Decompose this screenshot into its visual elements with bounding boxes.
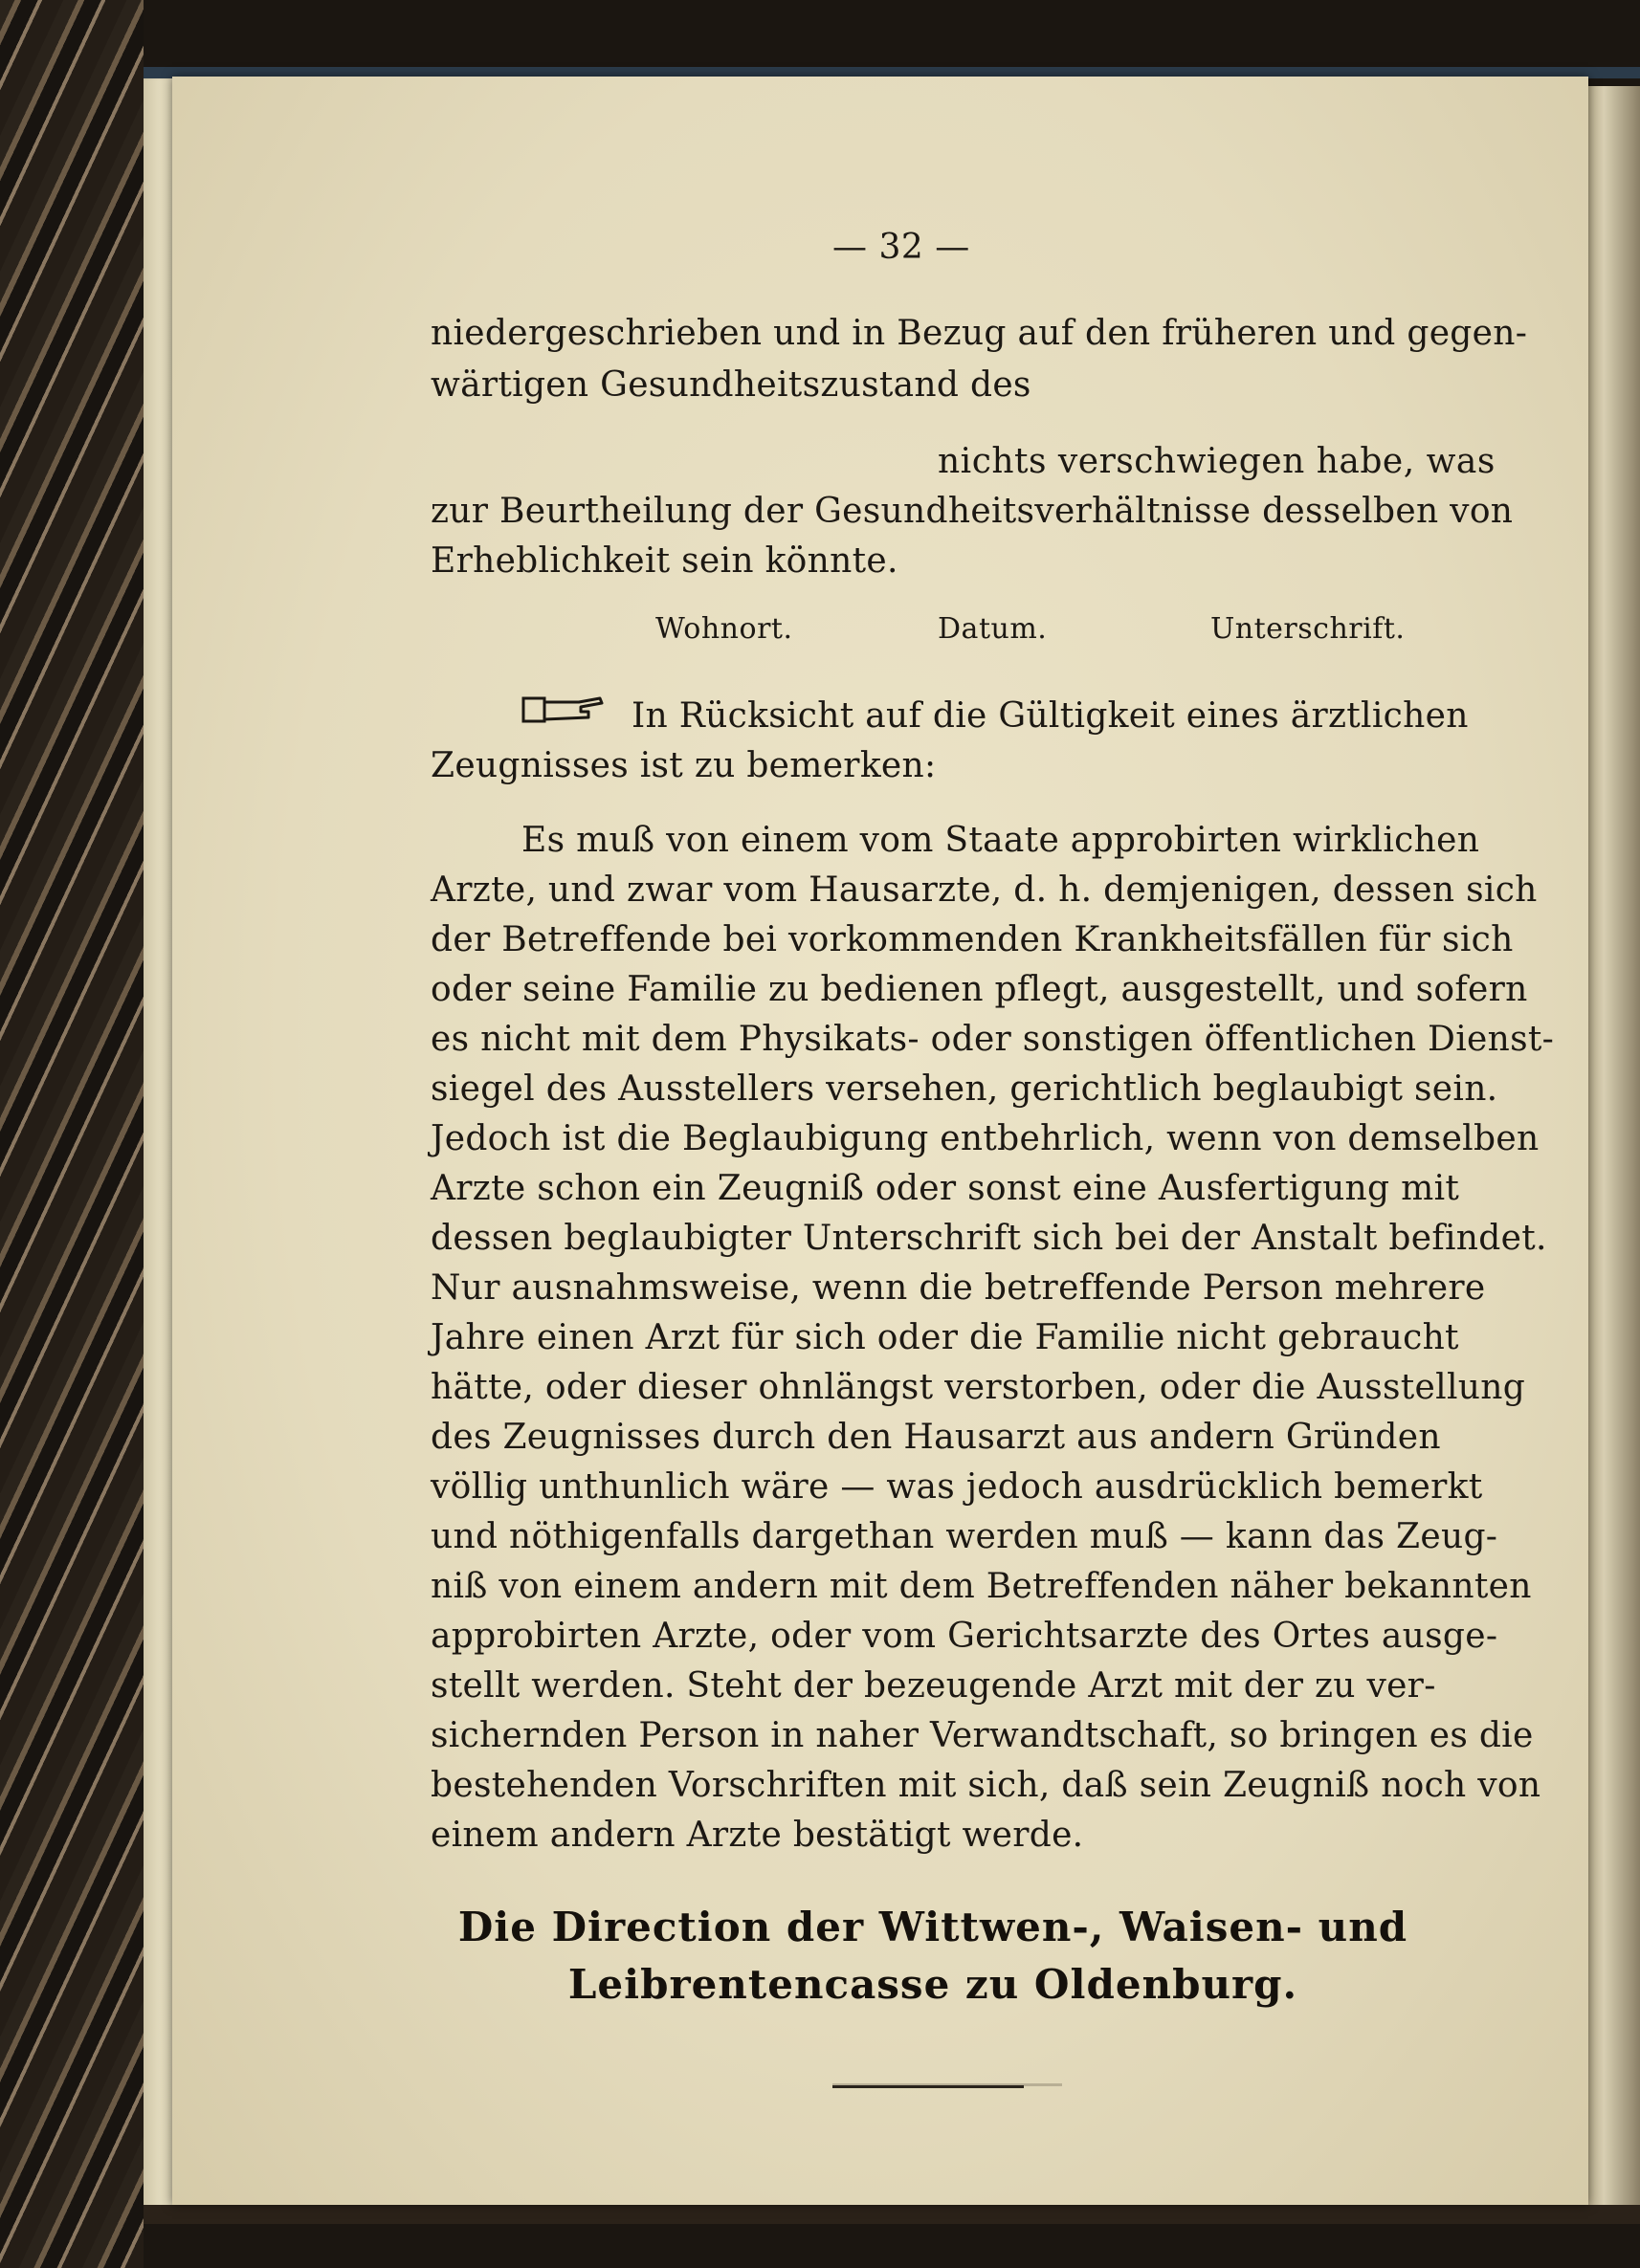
body-line: sichernden Person in naher Verwandtschaft, so bringen es die <box>431 1716 1534 1755</box>
body-line: Jedoch ist die Beglaubigung entbehrlich, wenn von demselben <box>431 1119 1540 1158</box>
page-right-edge <box>1588 86 1640 2205</box>
body-line: Es muß von einem vom Staate approbirten wirklichen <box>521 821 1480 860</box>
footer-line-2: Leibrentencasse zu Oldenburg. <box>567 1961 1298 2008</box>
continuation-line-2: zur Beurtheilung der Gesundheitsverhältnisse desselben von <box>431 492 1514 531</box>
body-line: völlig unthunlich wäre — was jedoch ausdrücklich bemerkt <box>431 1467 1483 1507</box>
body-line: Arzte schon ein Zeugniß oder sonst eine Ausfertigung mit <box>431 1169 1460 1208</box>
body-line: siegel des Ausstellers versehen, gerichtlich beglaubigt sein. <box>431 1069 1498 1109</box>
label-place: Wohnort. <box>655 612 793 646</box>
book-cover-marbled <box>0 0 144 2268</box>
body-line: Nur ausnahmsweise, wenn die betreffende Person mehrere <box>431 1268 1486 1308</box>
body-line: stellt werden. Steht der bezeugende Arzt mit der zu ver- <box>431 1666 1436 1706</box>
body-line: oder seine Familie zu bedienen pflegt, ausgestellt, und sofern <box>431 970 1528 1009</box>
notice-line-2: Zeugnisses ist zu bemerken: <box>431 746 937 785</box>
label-signature: Unterschrift. <box>1210 612 1406 646</box>
body-line: und nöthigenfalls dargethan werden muß — kann das Zeug- <box>431 1517 1498 1556</box>
body-line: einem andern Arzte bestätigt werde. <box>431 1816 1084 1855</box>
body-line: hätte, oder dieser ohnlängst verstorben, oder die Ausstellung <box>431 1368 1526 1407</box>
body-line: dessen beglaubigter Unterschrift sich bei der Anstalt befindet. <box>431 1219 1547 1258</box>
continuation-line-3: Erheblichkeit sein könnte. <box>431 541 898 581</box>
body-line: der Betreffende bei vorkommenden Krankheitsfällen für sich <box>431 920 1514 959</box>
body-line: bestehenden Vorschriften mit sich, daß sein Zeugniß noch von <box>431 1766 1541 1805</box>
page-number: — 32 — <box>832 228 970 267</box>
pointing-hand-icon <box>521 691 608 729</box>
body-line: approbirten Arzte, oder vom Gerichtsarzte des Ortes ausge- <box>431 1617 1498 1656</box>
body-line: niß von einem andern mit dem Betreffenden näher bekannten <box>431 1567 1532 1606</box>
label-date: Datum. <box>938 612 1048 646</box>
body-line: des Zeugnisses durch den Hausarzt aus andern Gründen <box>431 1418 1441 1457</box>
body-line: Jahre einen Arzt für sich oder die Familie nicht gebraucht <box>431 1318 1459 1357</box>
intro-line-2: wärtigen Gesundheitszustand des <box>431 365 1031 405</box>
intro-line-1: niedergeschrieben und in Bezug auf den früheren und gegen- <box>431 314 1528 353</box>
continuation-line-1: nichts verschwiegen habe, was <box>938 442 1496 481</box>
closing-rule <box>832 2085 1024 2088</box>
notice-line-1: In Rücksicht auf die Gültigkeit eines ärztlichen <box>632 696 1469 736</box>
footer-line-1: Die Direction der Wittwen-, Waisen- und <box>457 1904 1408 1950</box>
body-line: Arzte, und zwar vom Hausarzte, d. h. demjenigen, dessen sich <box>431 870 1538 910</box>
body-line: es nicht mit dem Physikats- oder sonstigen öffentlichen Dienst- <box>431 1020 1555 1059</box>
binding-bottom <box>144 2205 1640 2224</box>
